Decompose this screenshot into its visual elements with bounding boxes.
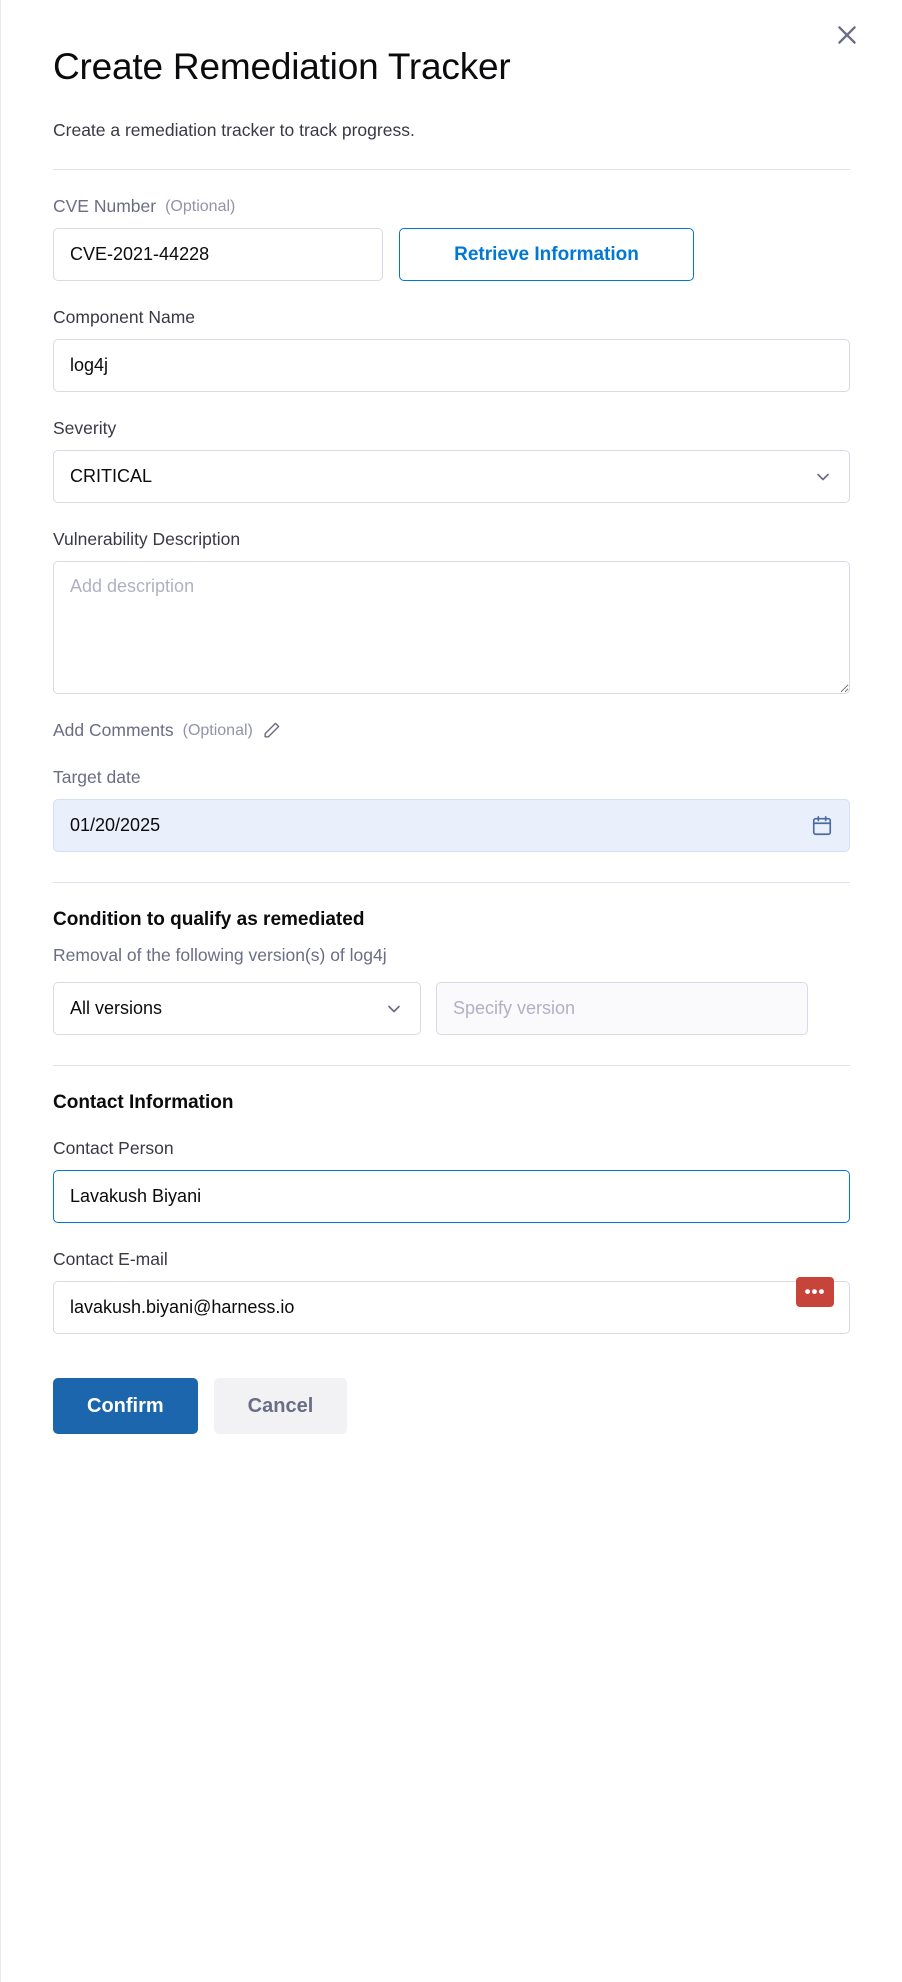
page-title: Create Remediation Tracker bbox=[53, 46, 511, 87]
contact-email-group bbox=[53, 1249, 850, 1334]
condition-section-subtitle: Removal of the following version(s) of log4j bbox=[53, 945, 387, 966]
vulnerability-description-textarea[interactable] bbox=[53, 561, 850, 694]
confirm-button[interactable]: Confirm bbox=[53, 1378, 198, 1434]
severity-select[interactable] bbox=[53, 450, 850, 503]
divider-contact bbox=[53, 1065, 850, 1066]
contact-person-group bbox=[53, 1138, 850, 1223]
component-name-input[interactable]: log4j bbox=[53, 339, 850, 392]
severity-value: CRITICAL bbox=[70, 466, 153, 487]
vulnerability-description-group bbox=[53, 529, 850, 694]
cve-number-input[interactable]: CVE-2021-44228 bbox=[53, 228, 383, 281]
cve-optional-text: (Optional) bbox=[165, 197, 236, 215]
contact-email-input[interactable]: lavakush.biyani@harness.io bbox=[53, 1281, 850, 1334]
chevron-down-icon bbox=[384, 999, 404, 1019]
add-comments-label-text: Add Comments bbox=[53, 720, 174, 741]
contact-person-label: Contact Person bbox=[53, 1138, 174, 1159]
component-name-group bbox=[53, 307, 850, 392]
chevron-down-icon bbox=[813, 467, 833, 487]
condition-section-title: Condition to qualify as remediated bbox=[53, 909, 365, 931]
severity-label: Severity bbox=[53, 418, 117, 439]
component-name-label: Component Name bbox=[53, 307, 196, 328]
divider-condition bbox=[53, 882, 850, 883]
condition-row bbox=[53, 982, 850, 1035]
cve-number-label-text: CVE Number bbox=[53, 196, 157, 217]
contact-email-label: Contact E-mail bbox=[53, 1249, 168, 1270]
vulnerability-description-label: Vulnerability Description bbox=[53, 529, 241, 550]
email-error-badge[interactable]: ••• bbox=[796, 1277, 834, 1307]
version-scope-select[interactable] bbox=[53, 982, 421, 1035]
calendar-icon[interactable] bbox=[811, 815, 833, 837]
close-icon[interactable] bbox=[830, 18, 864, 52]
add-comments-label[interactable] bbox=[53, 720, 850, 741]
cve-row bbox=[53, 228, 850, 281]
target-date-label: Target date bbox=[53, 767, 141, 788]
modal-content bbox=[1, 0, 902, 1434]
add-comments-optional-text: (Optional) bbox=[182, 721, 253, 739]
modal-subtitle: Create a remediation tracker to track progress. bbox=[53, 119, 415, 140]
modal-actions bbox=[53, 1378, 850, 1434]
target-date-value: 01/20/2025 bbox=[70, 815, 161, 836]
cancel-button[interactable]: Cancel bbox=[214, 1378, 348, 1434]
contact-section-title: Contact Information bbox=[53, 1092, 234, 1114]
pencil-icon[interactable] bbox=[262, 721, 281, 740]
retrieve-information-button[interactable]: Retrieve Information bbox=[399, 228, 694, 281]
version-scope-value: All versions bbox=[70, 998, 163, 1019]
contact-person-input[interactable]: Lavakush Biyani bbox=[53, 1170, 850, 1223]
severity-group bbox=[53, 418, 850, 503]
specify-version-input[interactable]: Specify version bbox=[436, 982, 808, 1035]
target-date-input[interactable] bbox=[53, 799, 850, 852]
target-date-group bbox=[53, 767, 850, 852]
cve-number-label bbox=[53, 196, 850, 217]
divider-top bbox=[53, 169, 850, 170]
